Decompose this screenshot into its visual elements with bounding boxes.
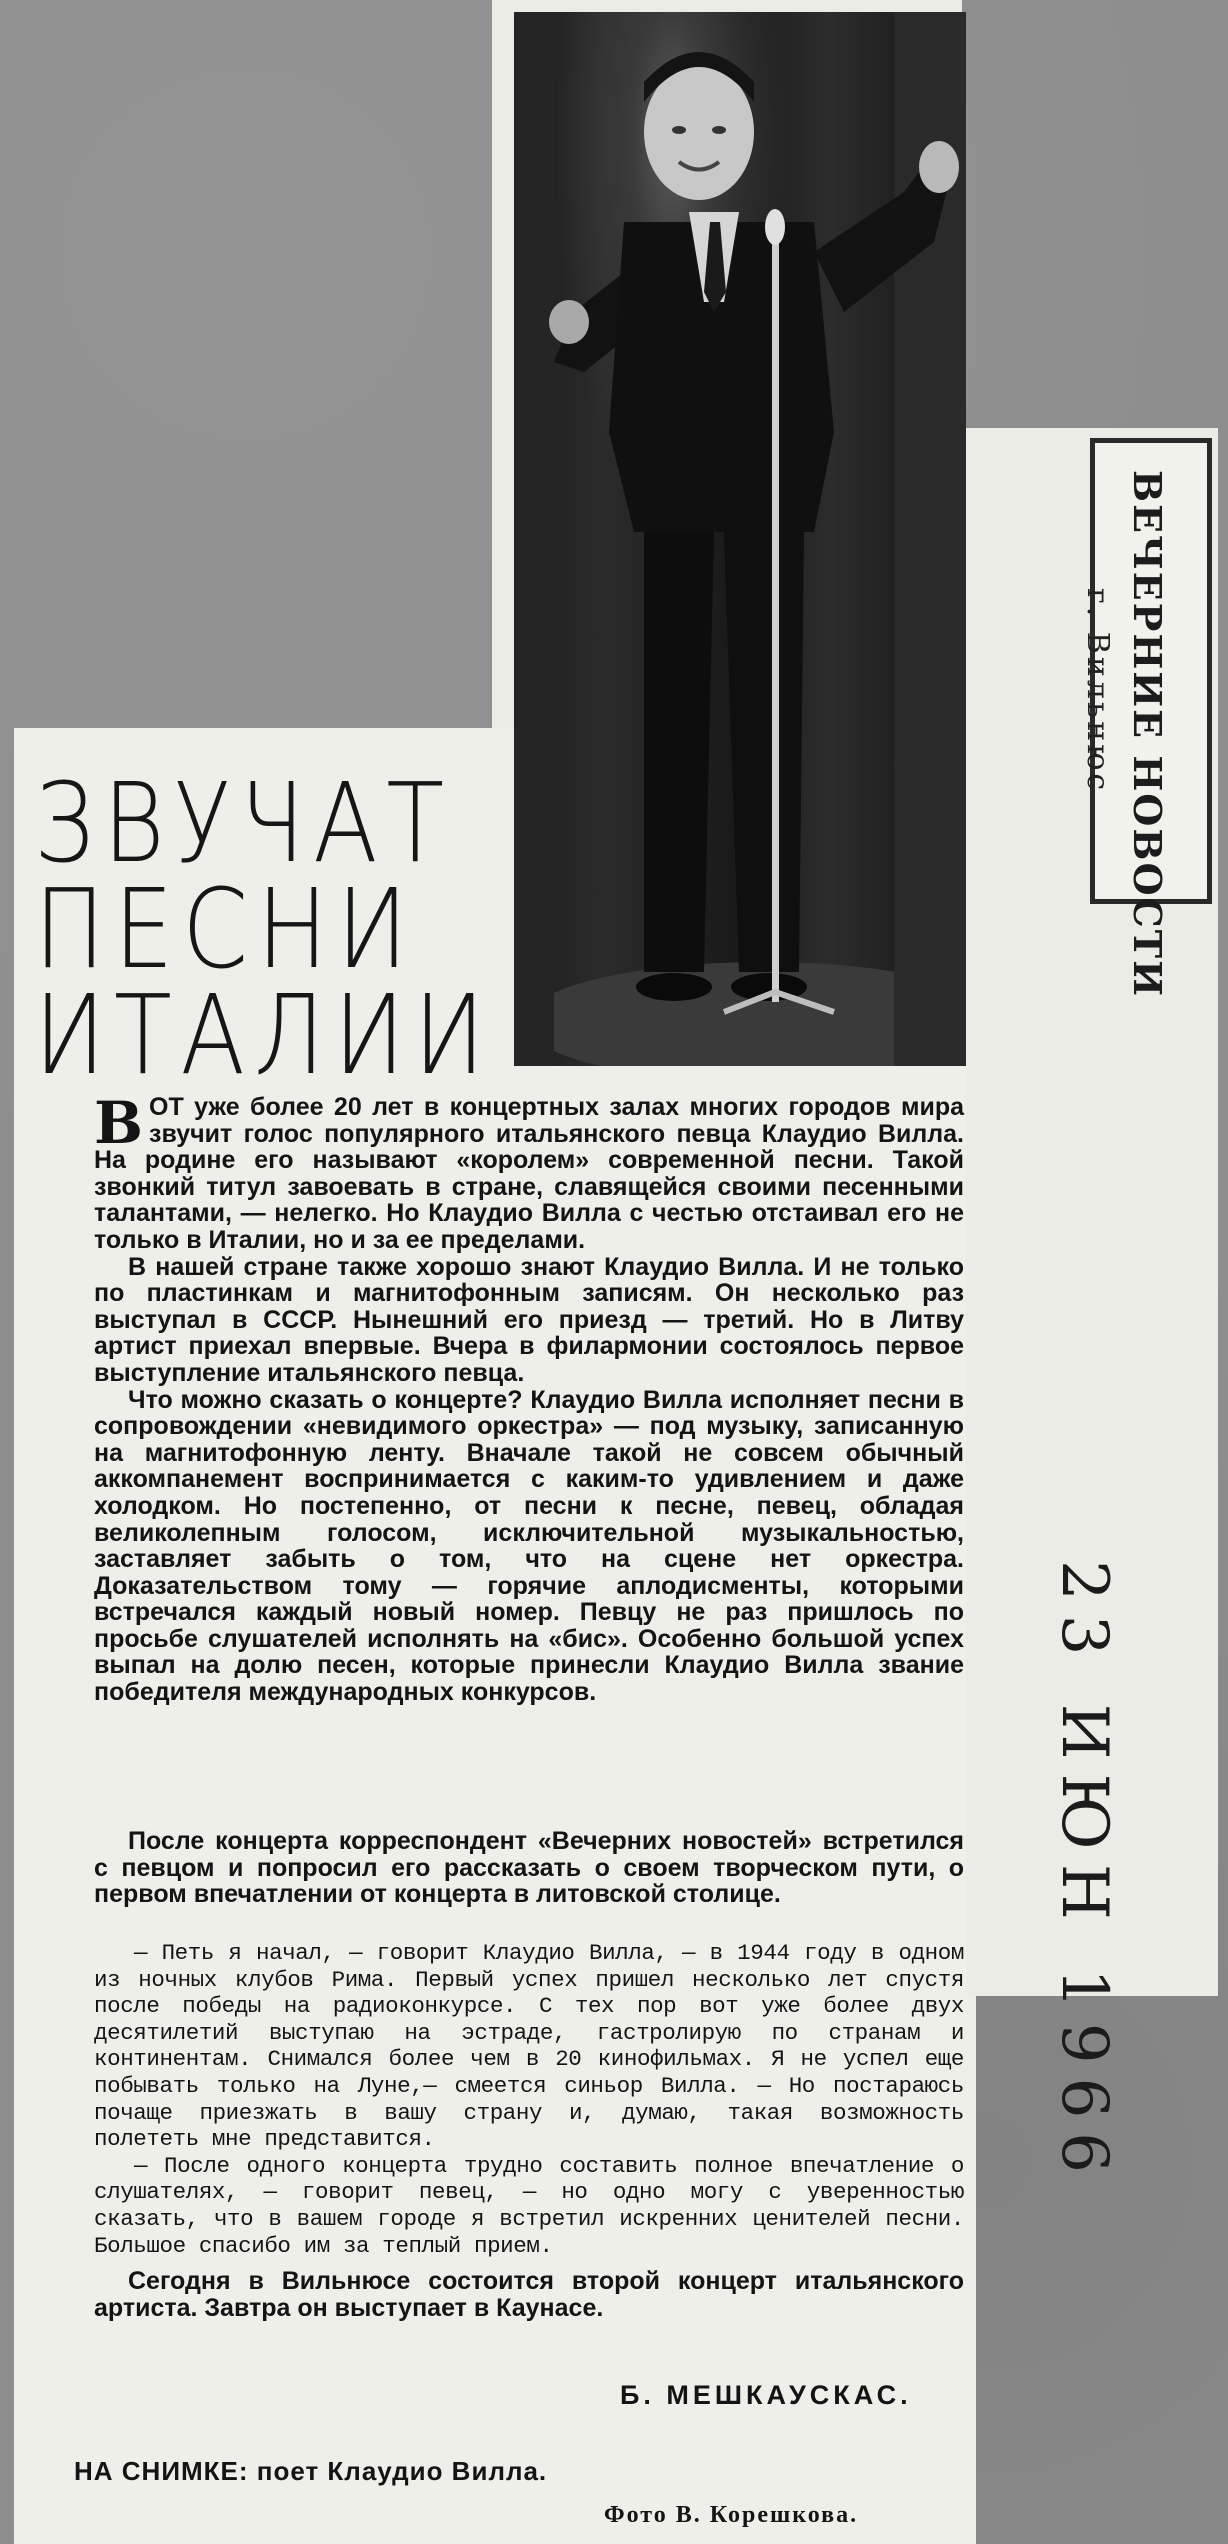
headline-line-3: ИТАЛИИ xyxy=(34,971,494,1099)
after-concert-paragraph: После концерта корреспондент «Вечерних новостей» встретился с певцом и попросил его рассказать о своем творческом пути, о первом впечатлении от концерта в литовской столице. xyxy=(94,1827,964,1909)
headline xyxy=(34,759,504,1099)
newspaper-city: г. Вильнюс xyxy=(1080,588,1115,794)
singer-silhouette xyxy=(514,12,966,1066)
closing-paragraph: Сегодня в Вильнюсе состоится второй концерт итальянского артиста. Завтра он выступает в Каунасе. xyxy=(94,2267,964,2322)
lead-paragraphs xyxy=(94,1089,964,1707)
singer-photo xyxy=(514,12,966,1066)
photo-caption: НА СНИМКЕ: поет Клаудио Вилла. xyxy=(74,2456,548,2486)
interview-quotes xyxy=(94,1940,964,2259)
headline-line-2: ПЕСНИ xyxy=(34,865,417,993)
headline-line-1: ЗВУЧАТ xyxy=(34,759,453,887)
date-stamp: 23 ИЮН 1966 xyxy=(1047,1560,1121,2187)
author-signature: Б. МЕШКАУСКАС. xyxy=(620,2380,912,2410)
lead-paragraph: Что можно сказать о концерте? Клаудио Вилла исполняет песни в сопровождении «невидимого оркестра» — под музыку, записанную на магнитофонную ленту. Вначале такой не совсем обычный аккомпанемент воспринимается с каким-то удивлением и даже холодком. Но постепенно, от песни к песне, певец, обладая великолепным голосом, исключительной музыкальностью, заставляет забыть о том, что на сцене нет оркестра. Доказательством тому — горячие аплодисменты, которыми встречался каждый новый номер. Певцу не раз пришлось по просьбе слушателей исполнять на «бис». Особенно большой успех выпал на долю песен, которые принесли Клаудио Вилла звание победителя международных конкурсов. xyxy=(94,1385,964,1707)
interview-paragraph: — Петь я начал, — говорит Клаудио Вилла, — в 1944 году в одном из ночных клубов Рима. Первый успех пришел несколько лет спустя после победы на радиоконкурсе. С тех пор вот уже более двух десятилетий выступаю на эстраде, гастролирую по странам и континентам. Снимался более чем в 20 кинофильмах. Я не успел еще побывать только на Луне,— смеется синьор Вилла. — Но постараюсь почаще приезжать в вашу страну и, думаю, такая возможность полететь мне представится. xyxy=(94,1940,964,2153)
newspaper-name: ВЕЧЕРНИЕ НОВОСТИ xyxy=(1125,470,1170,998)
interview-paragraph: — После одного концерта трудно составить полное впечатление о слушателях, — говорит певец, — но одно могу с уверенностью сказать, что в вашем городе я встретил искренних ценителей песни. Большое спасибо им за теплый прием. xyxy=(94,2152,964,2259)
photo-credit: Фото В. Корешкова. xyxy=(604,2502,859,2528)
lead-paragraph: ВОТ уже более 20 лет в концертных залах многих городов мира звучит голос популярного итальянского певца Клаудио Вилла. На родине его называют «королем» современной песни. Такой звонкий титул завоевать в стране, славящейся своими песенными талантами, — нелегко. Но Клаудио Вилла с честью отстаивал его не только в Италии, но и за ее пределами. xyxy=(94,1089,964,1254)
drop-cap: В xyxy=(94,1089,144,1157)
lead-paragraph: В нашей стране также хорошо знают Клаудио Вилла. И не только по пластинкам и магнитофонным записям. Он несколько раз выступал в СССР. Нынешний его приезд — третий. Но в Литву артист приехал впервые. Вчера в филармонии состоялось первое выступление итальянского певца. xyxy=(94,1252,964,1387)
